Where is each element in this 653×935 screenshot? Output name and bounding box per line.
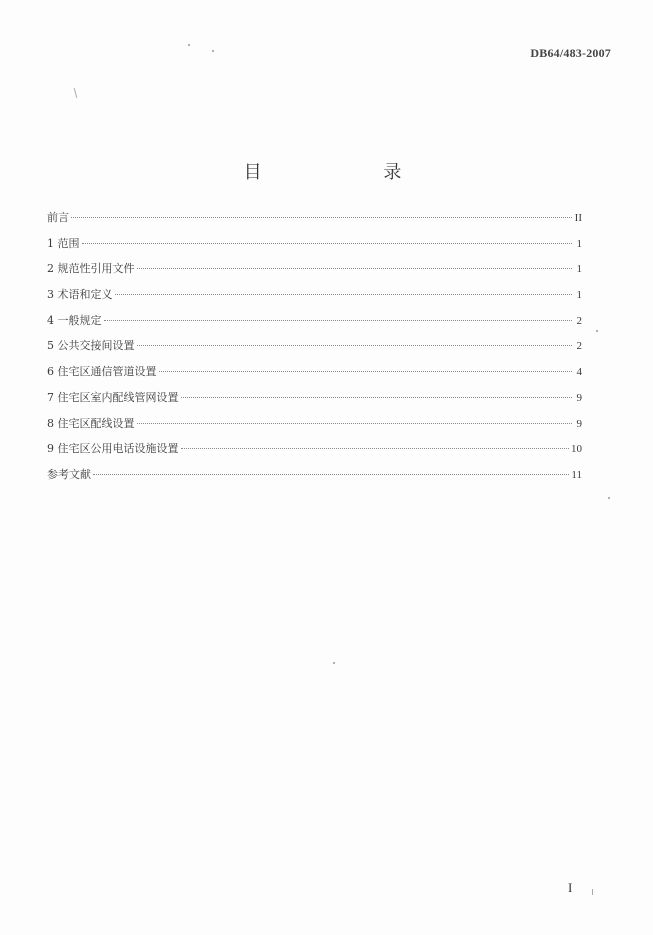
toc-item-label: 7 住宅区室内配线管网设置 (47, 390, 179, 404)
toc-item-public-handover-room[interactable] (47, 337, 582, 363)
toc-item-label: 8 住宅区配线设置 (47, 416, 135, 430)
toc-item-page: II (574, 212, 582, 224)
toc-leader-dots (181, 448, 570, 449)
toc-leader-dots (104, 320, 573, 321)
toc-item-label: 1 范围 (47, 236, 80, 250)
toc-item-label: 6 住宅区通信管道设置 (47, 365, 157, 379)
toc-item-label: 2 规范性引用文件 (47, 262, 135, 276)
scan-speck (333, 662, 335, 664)
toc-leader-dots (93, 474, 569, 475)
toc-item-page: 1 (576, 263, 582, 276)
scan-speck (212, 50, 214, 52)
toc-item-public-telephone[interactable] (47, 440, 582, 466)
toc-item-label: 9 住宅区公用电话设施设置 (47, 442, 179, 456)
toc-item-scope[interactable] (47, 235, 582, 261)
toc-item-label: 4 一般规定 (47, 313, 102, 327)
toc-item-page: 9 (576, 417, 582, 430)
toc-item-page: 4 (576, 366, 582, 379)
toc-item-page: 1 (576, 289, 582, 302)
toc-leader-dots (71, 217, 572, 218)
toc-leader-dots (115, 294, 573, 295)
toc-item-communication-pipes[interactable] (47, 363, 582, 389)
toc-item-page: 11 (571, 468, 582, 481)
toc-item-label: 参考文献 (47, 467, 91, 481)
toc-item-page: 10 (571, 443, 582, 456)
toc-item-bibliography[interactable] (47, 466, 582, 492)
toc-leader-dots (82, 243, 573, 244)
toc-leader-dots (137, 345, 573, 346)
toc-item-label: 3 术语和定义 (47, 288, 113, 302)
toc-item-normative-references[interactable] (47, 260, 582, 286)
toc-leader-dots (137, 268, 573, 269)
toc-item-general-provisions[interactable] (47, 312, 582, 338)
scan-speck (596, 330, 598, 332)
toc-leader-dots (137, 423, 573, 424)
page-number: I (568, 880, 573, 895)
toc-item-label: 5 公共交接间设置 (47, 339, 135, 353)
toc-item-page: 2 (576, 340, 582, 353)
toc-item-page: 9 (576, 391, 582, 404)
scan-speck (188, 44, 190, 46)
table-of-contents (47, 209, 582, 492)
scan-speck (74, 88, 78, 98)
toc-item-page: 2 (576, 314, 582, 327)
toc-leader-dots (159, 371, 573, 372)
document-code: DB64/483-2007 (530, 46, 611, 60)
scan-speck (592, 889, 593, 895)
toc-item-preface[interactable] (47, 209, 582, 235)
toc-item-label: 前言 (47, 211, 69, 224)
toc-title: 目 录 (243, 162, 460, 183)
toc-item-page: 1 (576, 237, 582, 250)
toc-item-wiring[interactable] (47, 415, 582, 441)
toc-leader-dots (181, 397, 573, 398)
toc-item-terms-definitions[interactable] (47, 286, 582, 312)
toc-item-indoor-wiring-network[interactable] (47, 389, 582, 415)
scan-speck (608, 497, 610, 499)
